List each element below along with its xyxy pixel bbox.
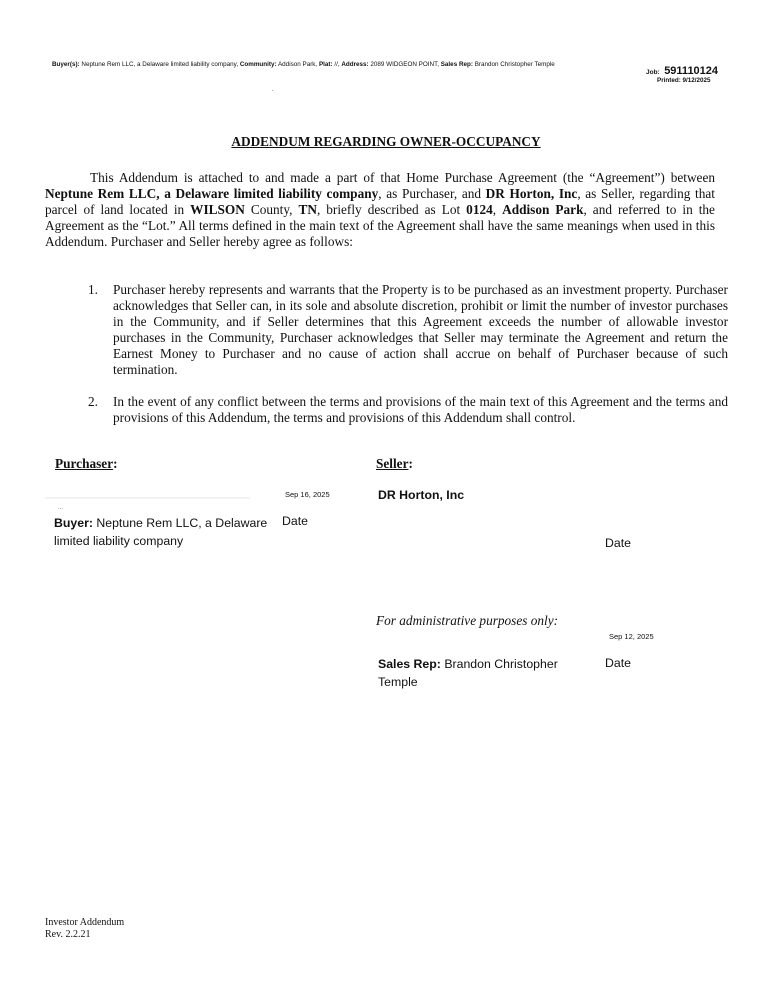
intro-county: WILSON: [190, 202, 245, 217]
intro-state: TN: [298, 202, 317, 217]
buyer-label: Buyer:: [54, 516, 93, 530]
seller-heading-colon: :: [408, 456, 413, 471]
footer-revision: Rev. 2.2.21: [45, 929, 91, 940]
buyer-signature-label: [54, 514, 279, 550]
sales-rep-signature-label: [378, 655, 578, 691]
intro-lot: 0124: [466, 202, 493, 217]
intro-purchaser: Neptune Rem LLC, a Delaware limited liability company: [45, 186, 379, 201]
item-text: Purchaser hereby represents and warrants that the Property is to be purchased as an investment property. Purchaser acknowledges that Seller can, in its sole and absolute discretion, prohibit or limit the number of investor purchases in the Community, and if Seller determines that this Agreement exceeds the number of allowable investor purchases in the Community, Purchaser acknowledges that Seller may terminate the Agreement and return the Earnest Money to Purchaser and no cause of action shall accrue on behalf of Purchaser because of such termination.: [113, 282, 728, 377]
address-label: Address:: [341, 61, 369, 68]
job-value: 591110124: [664, 65, 719, 77]
admin-note: For administrative purposes only:: [376, 613, 559, 628]
community-label: Community:: [239, 61, 277, 68]
seller-heading-label: Seller: [376, 456, 409, 471]
intro-text-6: ,: [492, 202, 503, 217]
community-value: Addison Park,: [277, 61, 318, 68]
printed-value: 9/12/2025: [682, 77, 711, 84]
intro-text-2: , as Purchaser, and: [378, 186, 486, 201]
seller-name: DR Horton, Inc: [378, 488, 465, 502]
item-number: 2.: [88, 394, 98, 409]
item-number: 1.: [88, 282, 98, 297]
sales-rep-label: Sales Rep:: [378, 657, 441, 671]
sales-rep-value: Brandon Christopher Temple: [474, 61, 555, 68]
sales-rep-name: Brandon Christopher Temple: [378, 657, 558, 689]
intro-paragraph: [45, 170, 715, 250]
purchaser-heading: [55, 456, 118, 472]
sales-rep-label: Sales Rep:: [440, 61, 473, 68]
plat-label: Plat:: [318, 61, 333, 68]
buyer-name: Neptune Rem LLC, a Delaware limited liability company: [54, 516, 268, 548]
printed-date: [657, 77, 711, 84]
purchaser-signature-mark: ...: [58, 505, 64, 511]
plat-value: //,: [334, 61, 340, 68]
sales-rep-signed-date: Sep 12, 2025: [609, 632, 654, 641]
stray-mark: .: [272, 87, 274, 93]
footer-form-name: Investor Addendum: [45, 917, 125, 928]
buyer-date-label: Date: [282, 514, 308, 528]
intro-text-1: This Addendum is attached to and made a part of that Home Purchase Agreement (the “Agreement”) between: [90, 170, 715, 185]
purchaser-signature-area[interactable]: [45, 497, 250, 499]
document-title: ADDENDUM REGARDING OWNER-OCCUPANCY: [231, 134, 541, 149]
purchaser-heading-label: Purchaser: [55, 456, 114, 471]
list-item: [88, 282, 728, 378]
printed-label: Printed:: [657, 77, 681, 84]
seller-heading: [376, 456, 413, 472]
address-value: 2089 WIDGEON POINT,: [370, 61, 439, 68]
intro-community: Addison Park: [502, 202, 584, 217]
purchaser-signed-date: Sep 16, 2025: [285, 490, 330, 499]
intro-text-7: , and referred to in the Agreement as the “Lot.” All terms defined in the main text of the Agreement shall have the same meanings when used in this Addendum. Purchaser and Seller hereby agree as follows:: [45, 202, 715, 249]
sales-rep-date-label: Date: [605, 656, 631, 670]
buyer-value: Neptune Rem LLC, a Delaware limited liability company,: [81, 61, 239, 68]
header-info: [52, 61, 555, 68]
job-label: Job:: [646, 69, 660, 76]
intro-text-4: County,: [244, 202, 299, 217]
intro-seller: DR Horton, Inc: [485, 186, 578, 201]
intro-text-3: , as Seller, regarding that parcel of land located in: [45, 186, 715, 217]
purchaser-heading-colon: :: [113, 456, 118, 471]
buyer-label: Buyer(s):: [52, 61, 80, 68]
seller-date-label: Date: [605, 536, 631, 550]
footer: [45, 917, 124, 941]
intro-text-5: , briefly described as Lot: [316, 202, 467, 217]
item-text: In the event of any conflict between the terms and provisions of the main text of this Agreement and the terms and provisions of this Addendum, the terms and provisions of this Addendum shall control.: [113, 394, 728, 425]
list-item: [88, 394, 728, 426]
